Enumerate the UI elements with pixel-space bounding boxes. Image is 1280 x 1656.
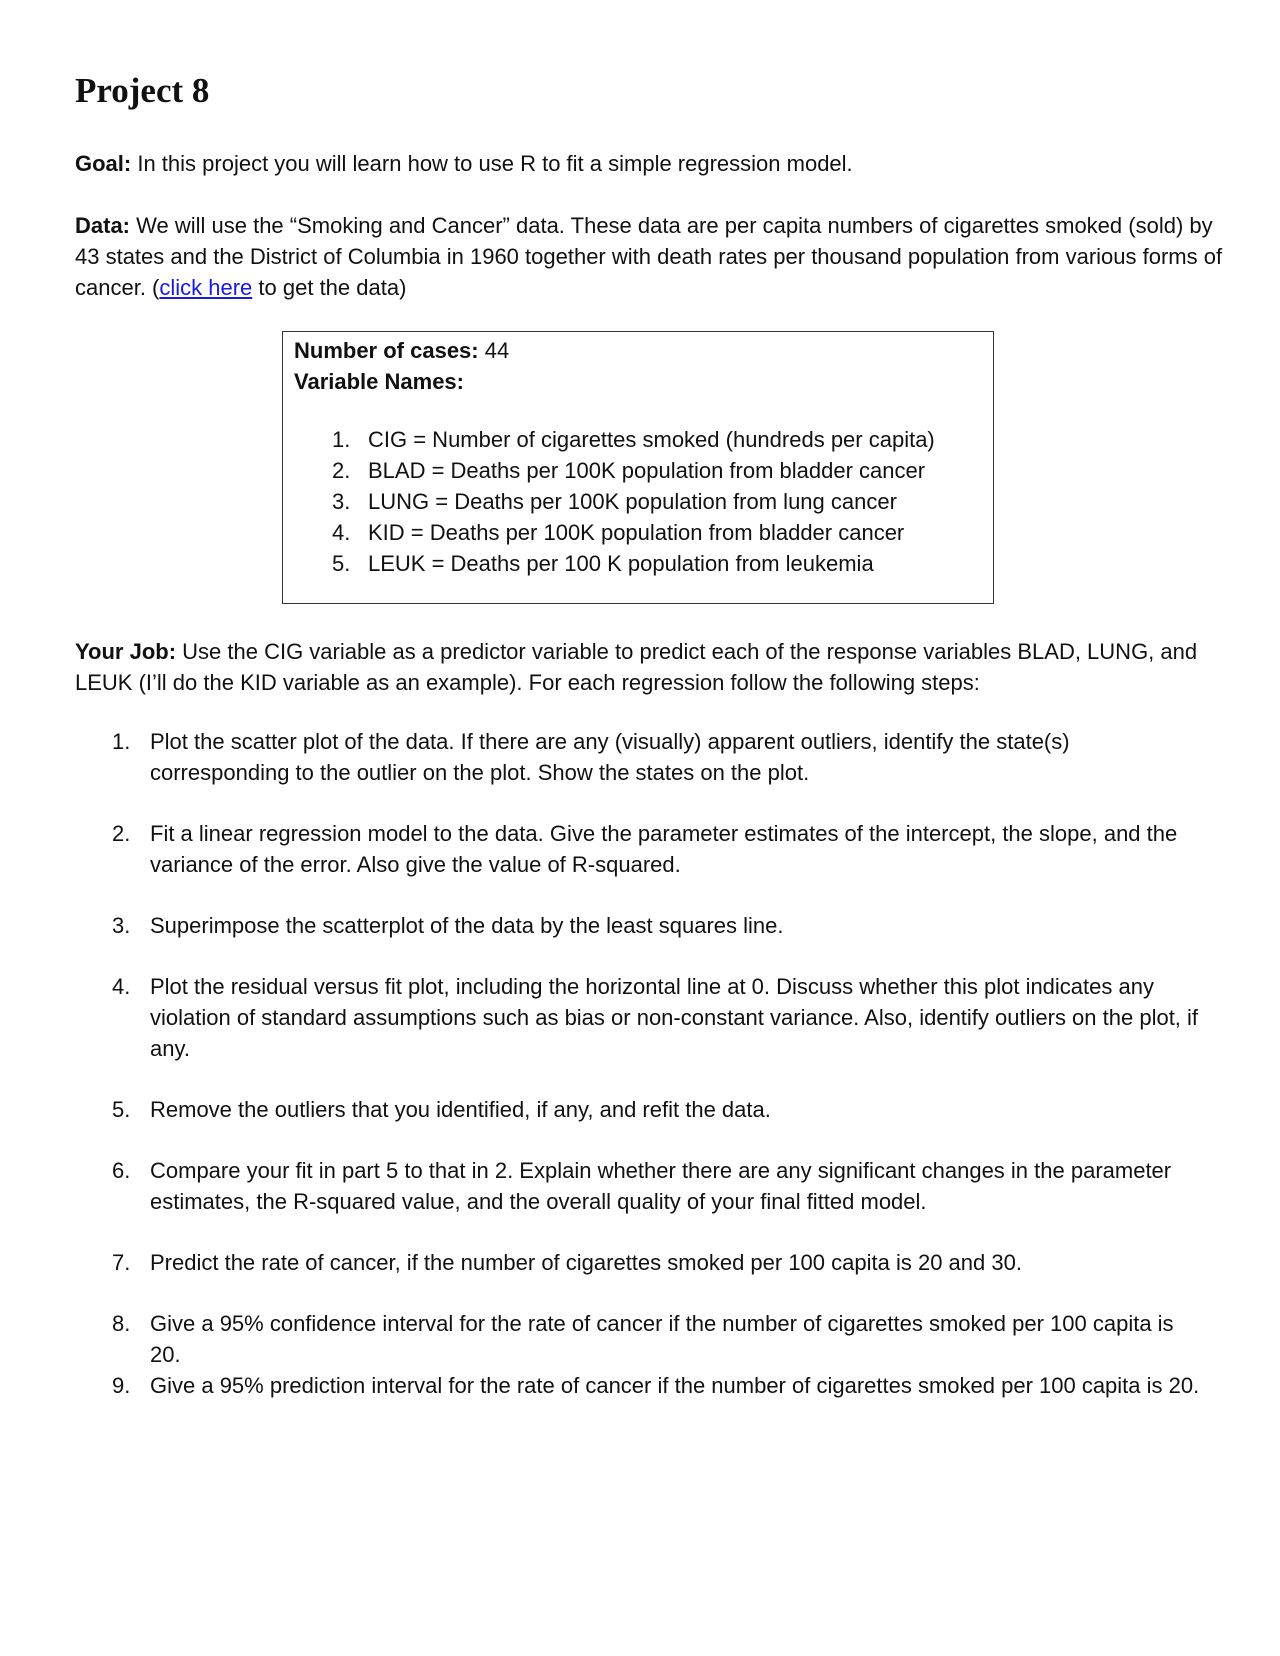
job-label: Your Job: <box>75 639 177 664</box>
step-item: 2. Fit a linear regression model to the data. Give the parameter estimates of the intercept, the slope, and the variance of the error. Also give the value of R-squared. <box>112 821 1178 877</box>
variable-item: 5. LEUK = Deaths per 100 K population from leukemia <box>332 551 874 576</box>
data-text: We will use the “Smoking and Cancer” data. These data are per capita numbers of cigarettes smoked (sold) by 43 states and the District of Columbia in 1960 together with death rates per thousand population from various forms of cancer. ( <box>75 213 1223 300</box>
step-item: 5. Remove the outliers that you identified, if any, and refit the data. <box>112 1097 771 1122</box>
step-item: 9. Give a 95% prediction interval for the rate of cancer if the number of cigarettes smoked per 100 capita is 20. <box>112 1373 1200 1398</box>
data-download-link[interactable]: click here <box>159 275 253 300</box>
step-item: 8. Give a 95% confidence interval for the rate of cancer if the number of cigarettes smoked per 100 capita is 20. <box>112 1311 1174 1367</box>
data-text-after-link: to get the data) <box>252 275 407 300</box>
data-label: Data: <box>75 213 131 238</box>
step-item: 7. Predict the rate of cancer, if the number of cigarettes smoked per 100 capita is 20 and 30. <box>112 1250 1022 1275</box>
cases-label: Number of cases: <box>294 338 479 363</box>
variable-list <box>332 424 935 579</box>
step-item: 4. Plot the residual versus fit plot, including the horizontal line at 0. Discuss whether this plot indicates any violation of standard assumptions such as bias or non-constant variance. Also, identify outliers on the plot, if any. <box>112 974 1199 1061</box>
number-of-cases <box>294 335 509 366</box>
cases-value: 44 <box>478 338 510 363</box>
steps-list <box>112 726 1202 1401</box>
variable-item: 3. LUNG = Deaths per 100K population from lung cancer <box>332 489 897 514</box>
your-job-paragraph <box>75 636 1225 698</box>
step-item: 6. Compare your fit in part 5 to that in 2. Explain whether there are any significant changes in the parameter estimates, the R-squared value, and the overall quality of your final fitted model. <box>112 1158 1172 1214</box>
variables-box <box>282 331 994 604</box>
step-item: 3. Superimpose the scatterplot of the data by the least squares line. <box>112 913 784 938</box>
goal-label: Goal: <box>75 151 132 176</box>
variable-item: 1. CIG = Number of cigarettes smoked (hundreds per capita) <box>332 427 935 452</box>
variable-item: 4. KID = Deaths per 100K population from bladder cancer <box>332 520 905 545</box>
goal-text: In this project you will learn how to use R to fit a simple regression model. <box>131 151 853 176</box>
variable-names-heading: Variable Names: <box>294 369 464 394</box>
data-paragraph <box>75 210 1225 303</box>
page-title: Project 8 <box>75 71 210 110</box>
step-item: 1. Plot the scatter plot of the data. If there are any (visually) apparent outliers, identify the state(s) corresponding to the outlier on the plot. Show the states on the plot. <box>112 729 1070 785</box>
variable-item: 2. BLAD = Deaths per 100K population from bladder cancer <box>332 458 926 483</box>
job-text: Use the CIG variable as a predictor variable to predict each of the response variables BLAD, LUNG, and LEUK (I’ll do the KID variable as an example). For each regression follow the following steps: <box>75 639 1198 695</box>
goal-paragraph <box>75 148 1225 179</box>
